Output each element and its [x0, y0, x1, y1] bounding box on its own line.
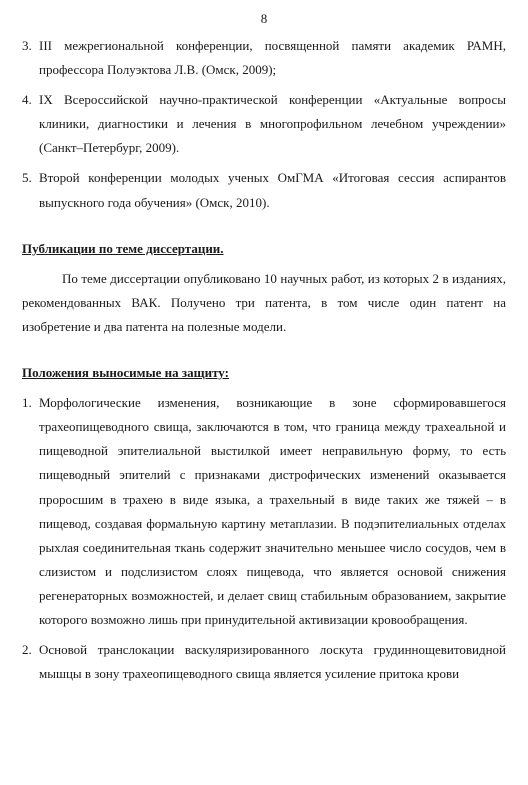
- page-number: 8: [260, 11, 268, 26]
- list-item-number: 3.: [22, 38, 32, 53]
- publications-paragraph: По теме диссертации опубликовано 10 научных работ, из которых 2 в изданиях, рекомендованных ВАК. Получено три патента, в том числе один патент на изобретение и два патента на полезные модели.: [22, 270, 506, 334]
- list-item-text: Второй конференции молодых ученых ОмГМА «Итоговая сессия аспирантов выпускного года обучения» (Омск, 2010).: [39, 170, 506, 210]
- theses-list: [22, 391, 506, 686]
- list-item-number: 1.: [22, 395, 32, 411]
- list-item: [22, 638, 506, 686]
- spacer: [22, 339, 506, 361]
- list-item-number: 2.: [22, 642, 32, 658]
- page-content: [22, 34, 506, 686]
- list-item: [22, 88, 506, 160]
- list-item-number: 5.: [22, 170, 32, 186]
- list-item-text: Основой транслокации васкуляризированного лоскута грудиннощевитовидной мышцы в зону трахеопищеводного свища является усиление притока крови: [39, 642, 506, 682]
- list-item: [22, 166, 506, 214]
- list-item: [22, 391, 506, 632]
- list-item-number: 4.: [22, 92, 32, 108]
- list-item-text: IX Всероссийской научно-практической конференции «Актуальные вопросы клиники, диагностики и лечения в многопрофильном лечебном учреждении» (Санкт–Петербург, 2009).: [39, 92, 506, 156]
- list-item-text: III межрегиональной конференции, посвященной памяти академик РАМН, профессора Полуэктова Л.В. (Омск, 2009);: [39, 38, 506, 78]
- conference-list: [22, 34, 506, 215]
- spacer: [22, 215, 506, 237]
- publications-heading: Публикации по теме диссертации.: [22, 240, 224, 256]
- list-item-text: Морфологические изменения, возникающие в зоне сформировавшегося трахеопищеводного свища, заключаются в том, что граница между трахеальной и пищеводной эпителиальной выстилкой имеет неправильную форму, то есть пищеводный эпителий с признаками дистрофических изменений оказывается проросшим в трахею в виде языка, а трахельный в виде таких же тяжей – в пищевод, создавая формальную картину метаплазии. В подэпителиальных отделах рыхлая соединительная ткань содержит значительно меньшее число сосудов, чем в слизистом и подслизистом слоях пищевода, что является основой снижения регенераторных возможностей, и делает свищ стабильным образованием, закрытие которого возможно лишь при принудительной активизации кровообращения.: [39, 395, 506, 627]
- list-item: [22, 34, 506, 82]
- theses-heading: Положения выносимые на защиту:: [22, 365, 229, 381]
